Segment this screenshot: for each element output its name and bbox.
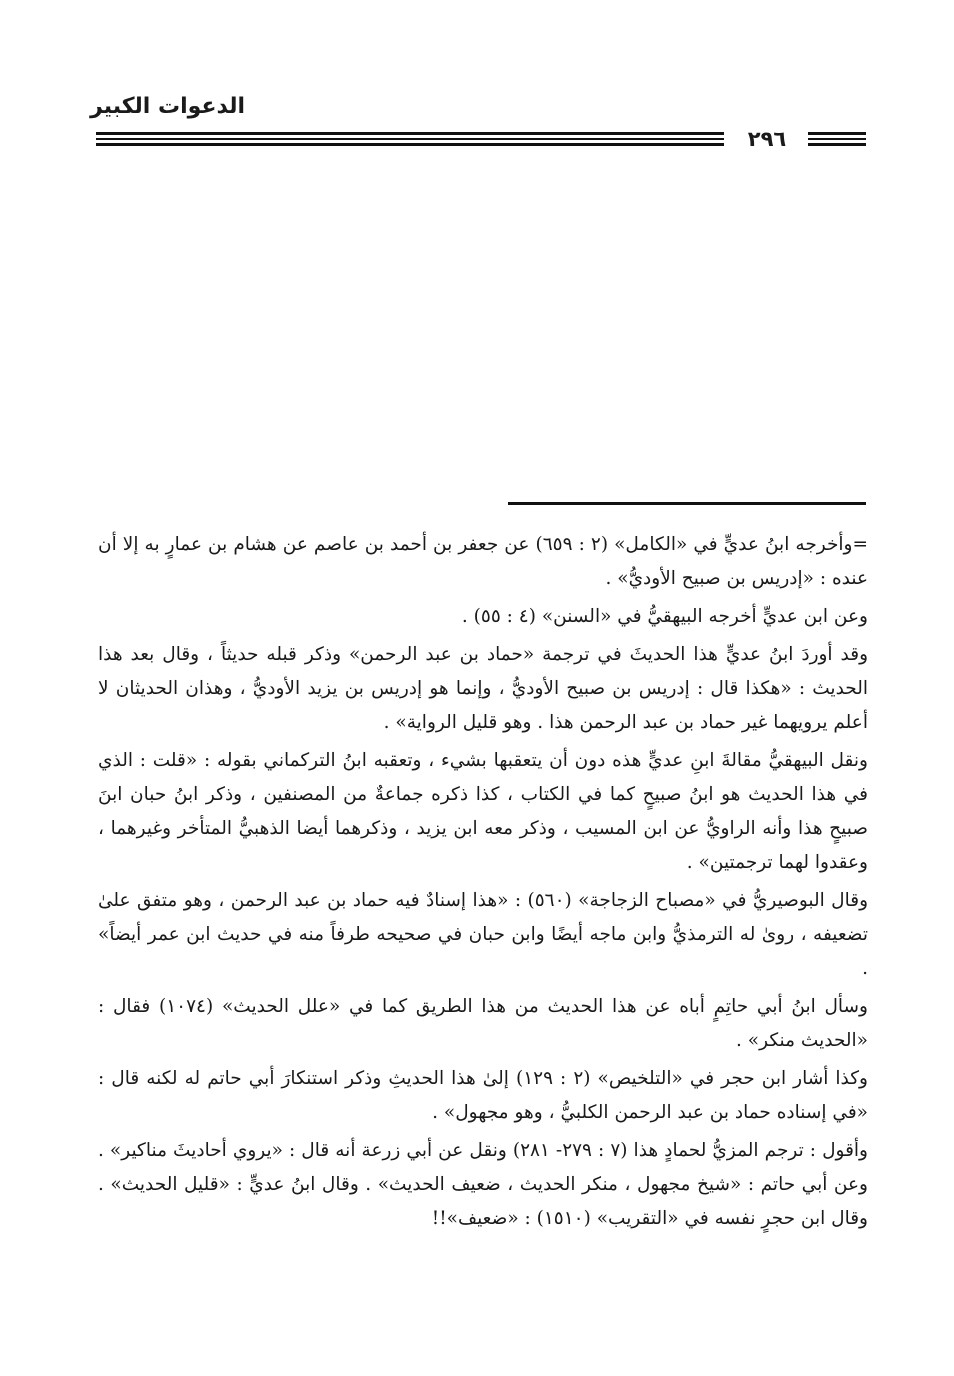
footnote-paragraph: وسأل ابنُ أبي حاتِمٍ أباه عن هذا الحديث من هذا الطريق كما في «علل الحديث» (١٠٧٤) فقال : «الحديث منكر» . xyxy=(98,996,868,1051)
footnote-separator xyxy=(508,502,866,505)
footnotes-block xyxy=(98,528,868,1240)
footnote-paragraph: وعن ابن عديٍّ أخرجه البيهقيُّ في «السنن» (٤ : ٥٥) . xyxy=(461,606,868,627)
footnote-paragraph: وقال البوصيريُّ في «مصباح الزجاجة» (٥٦٠) : «هذا إسنادٌ فيه حماد بن عبد الرحمن ، وهو متفق علىٰ تضعيفه ، رویٰ له الترمذيُّ وابن ماجه أيضًا وابن حبان في صحيحه طرفاً منه في حديث ابن عمر أيضاً» . xyxy=(98,890,869,979)
footnote-paragraph: وكذا أشار ابن حجر في «التلخيص» (٢ : ١٢٩) إلىٰ هذا الحديثِ وذكر استنكارَ أبي حاتم له لكنه قال : «في إسناده حماد بن عبد الرحمن الكلبيُّ ، وهو مجهول» . xyxy=(98,1068,868,1123)
header-rule-left xyxy=(96,132,724,146)
footnote-paragraph: وقد أوردَ ابنُ عديٍّ هذا الحديثَ في ترجمة «حماد بن عبد الرحمن» وذكر قبله حديثاً ، وقال بعد هذا الحديث : «هكذا قال : إدريس بن صبيح الأوديُّ ، وإنما هو إدريس بن يزيد الأوديُّ ، وهذان الحديثان لا أعلم يرويهما غير حماد بن عبد الرحمن هذا . وهو قليل الرواية» . xyxy=(98,644,868,733)
footnote-paragraph: =وأخرجه ابنُ عديٍّ في «الكامل» (٢ : ٦٥٩) عن جعفر بن أحمد بن عاصم عن هشام بن عمارٍ به إلا أن عنده : «إدريس بن صبيح الأوديُّ» . xyxy=(98,534,868,589)
footnote-paragraph: ونقل البيهقيُّ مقالةَ ابنِ عديٍّ هذه دون أن يتعقبها بشيء ، وتعقبه ابنُ التركماني بقوله : «قلت : الذي في هذا الحديث هو ابنُ صبيحٍ كما في الكتاب ، كذا ذكره جماعةٌ من المصنفين ، وذكر ابنُ حبان ابنَ صبيحٍ هذا وأنه الراويُّ عن ابن المسيب ، وذكر معه ابن يزيد ، وذكرهما أيضا الذهبيُّ المتأخر وغيرهما ، وعقدوا لهما ترجمتين» . xyxy=(98,750,868,873)
footnote-paragraph: وأقول : ترجم المزيُّ لحمادٍ هذا (٧ : ٢٧٩- ٢٨١) ونقل عن أبي زرعة أنه قال : «يروي أحاديثَ مناكير» . وعن أبي حاتم : «شيخ مجهول ، منكر الحديث ، ضعيف الحديث» . وقال ابنُ عديٍّ : «قليل الحديث» . وقال ابن حجرٍ نفسه في «التقريب» (١٥١٠) : «ضعيف»!! xyxy=(98,1140,868,1229)
running-title: الدعوات الكبير xyxy=(90,94,245,119)
header-rule-right xyxy=(808,132,866,146)
page-number: ٢٩٦ xyxy=(747,127,787,151)
